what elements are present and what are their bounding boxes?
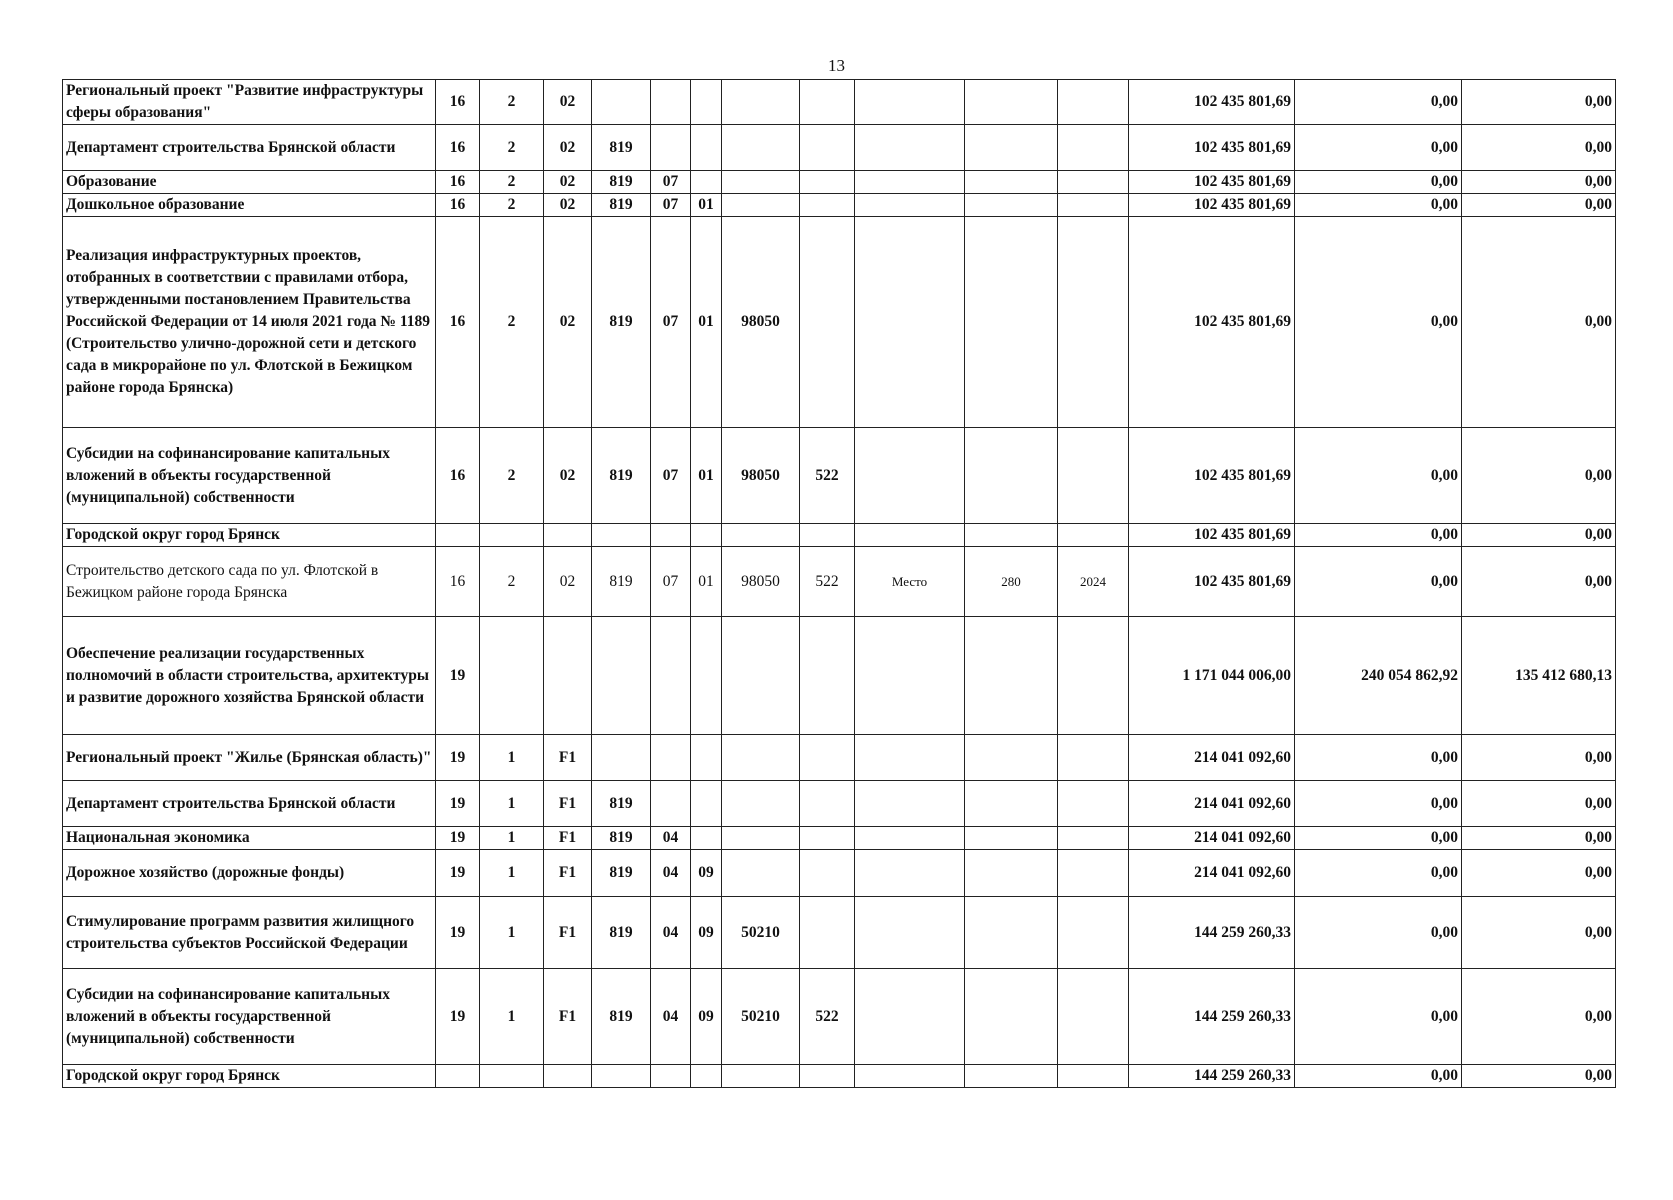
code-cell: 09	[691, 897, 722, 969]
code-cell: 16	[436, 217, 480, 428]
code-cell: 1	[480, 850, 544, 897]
table-row	[63, 827, 1616, 850]
amount-cell: 144 259 260,33	[1129, 1065, 1295, 1088]
code-cell: 819	[592, 850, 651, 897]
code-cell: 19	[436, 850, 480, 897]
amount-cell: 0,00	[1462, 524, 1616, 547]
code-cell	[965, 850, 1058, 897]
amount-cell: 102 435 801,69	[1129, 194, 1295, 217]
code-cell	[1058, 850, 1129, 897]
code-cell	[691, 171, 722, 194]
amount-cell: 0,00	[1462, 969, 1616, 1065]
code-cell	[855, 524, 965, 547]
row-name: Стимулирование программ развития жилищного строительства субъектов Российской Федерации	[63, 897, 436, 969]
amount-cell: 0,00	[1462, 547, 1616, 617]
code-cell	[800, 125, 855, 171]
code-cell	[800, 194, 855, 217]
code-cell	[965, 80, 1058, 125]
amount-cell: 0,00	[1295, 194, 1462, 217]
amount-cell: 144 259 260,33	[1129, 897, 1295, 969]
row-name: Субсидии на софинансирование капитальных вложений в объекты государственной (муниципальной) собственности	[63, 969, 436, 1065]
code-cell	[800, 897, 855, 969]
amount-cell: 214 041 092,60	[1129, 735, 1295, 781]
row-name: Строительство детского сада по ул. Флотской в Бежицком районе города Брянска	[63, 547, 436, 617]
table-row	[63, 781, 1616, 827]
code-cell: 16	[436, 194, 480, 217]
code-cell	[592, 617, 651, 735]
code-cell: 09	[691, 850, 722, 897]
code-cell	[1058, 897, 1129, 969]
code-cell	[651, 617, 691, 735]
code-cell: 98050	[722, 547, 800, 617]
amount-cell: 0,00	[1295, 428, 1462, 524]
code-cell: 04	[651, 969, 691, 1065]
code-cell	[691, 827, 722, 850]
amount-cell: 0,00	[1295, 524, 1462, 547]
code-cell: 04	[651, 897, 691, 969]
code-cell: F1	[544, 850, 592, 897]
code-cell	[651, 735, 691, 781]
code-cell	[800, 1065, 855, 1088]
code-cell	[722, 171, 800, 194]
code-cell: 819	[592, 194, 651, 217]
code-cell	[965, 524, 1058, 547]
amount-cell: 1 171 044 006,00	[1129, 617, 1295, 735]
row-name: Реализация инфраструктурных проектов, отобранных в соответствии с правилами отбора, утвержденными постановлением Правительства Российской Федерации от 14 июля 2021 года № 1189 (Строительство улично-дорожной сети и детского сада в микрорайоне по ул. Флотской в Бежицком районе города Брянска)	[63, 217, 436, 428]
code-cell: 819	[592, 547, 651, 617]
code-cell	[651, 80, 691, 125]
code-cell	[800, 781, 855, 827]
code-cell	[722, 524, 800, 547]
table-row	[63, 897, 1616, 969]
amount-cell: 0,00	[1295, 171, 1462, 194]
code-cell	[544, 1065, 592, 1088]
amount-cell: 0,00	[1295, 1065, 1462, 1088]
code-cell: 98050	[722, 428, 800, 524]
amount-cell: 102 435 801,69	[1129, 171, 1295, 194]
code-cell: 01	[691, 428, 722, 524]
code-cell: F1	[544, 781, 592, 827]
row-name: Департамент строительства Брянской области	[63, 125, 436, 171]
code-cell: 2	[480, 171, 544, 194]
code-cell: 19	[436, 781, 480, 827]
code-cell	[965, 781, 1058, 827]
code-cell	[965, 897, 1058, 969]
code-cell: 19	[436, 617, 480, 735]
amount-cell: 0,00	[1295, 80, 1462, 125]
table-row	[63, 735, 1616, 781]
amount-cell: 0,00	[1295, 969, 1462, 1065]
code-cell: 98050	[722, 217, 800, 428]
code-cell	[651, 524, 691, 547]
code-cell	[691, 735, 722, 781]
amount-cell: 0,00	[1295, 125, 1462, 171]
code-cell	[855, 428, 965, 524]
amount-cell: 0,00	[1462, 827, 1616, 850]
code-cell: 16	[436, 428, 480, 524]
code-cell: 16	[436, 80, 480, 125]
code-cell	[691, 617, 722, 735]
code-cell: 1	[480, 735, 544, 781]
code-cell: 2	[480, 194, 544, 217]
page-number: 13	[828, 56, 845, 75]
row-name: Региональный проект "Жилье (Брянская область)"	[63, 735, 436, 781]
code-cell	[691, 524, 722, 547]
budget-table	[62, 79, 1616, 1088]
amount-cell: 102 435 801,69	[1129, 547, 1295, 617]
code-cell: 2	[480, 547, 544, 617]
code-cell: 2	[480, 125, 544, 171]
code-cell	[651, 125, 691, 171]
code-cell: 50210	[722, 897, 800, 969]
row-name: Образование	[63, 171, 436, 194]
code-cell	[651, 781, 691, 827]
amount-cell: 0,00	[1462, 850, 1616, 897]
code-cell: F1	[544, 827, 592, 850]
code-cell	[965, 969, 1058, 1065]
amount-cell: 0,00	[1295, 781, 1462, 827]
amount-cell: 0,00	[1462, 897, 1616, 969]
code-cell	[592, 1065, 651, 1088]
table-row	[63, 125, 1616, 171]
code-cell	[722, 125, 800, 171]
row-name: Департамент строительства Брянской области	[63, 781, 436, 827]
amount-cell: 214 041 092,60	[1129, 850, 1295, 897]
row-name: Региональный проект "Развитие инфраструктуры сферы образования"	[63, 80, 436, 125]
code-cell	[855, 217, 965, 428]
code-cell: 16	[436, 547, 480, 617]
code-cell: Место	[855, 547, 965, 617]
code-cell	[800, 171, 855, 194]
amount-cell: 214 041 092,60	[1129, 781, 1295, 827]
code-cell	[855, 735, 965, 781]
code-cell: 04	[651, 850, 691, 897]
code-cell: 19	[436, 897, 480, 969]
code-cell	[965, 428, 1058, 524]
code-cell	[722, 80, 800, 125]
code-cell: 280	[965, 547, 1058, 617]
code-cell	[592, 735, 651, 781]
code-cell	[965, 827, 1058, 850]
code-cell: 819	[592, 171, 651, 194]
code-cell: 07	[651, 194, 691, 217]
code-cell	[722, 735, 800, 781]
code-cell	[1058, 827, 1129, 850]
amount-cell: 240 054 862,92	[1295, 617, 1462, 735]
row-name: Национальная экономика	[63, 827, 436, 850]
amount-cell: 0,00	[1462, 171, 1616, 194]
table-row	[63, 1065, 1616, 1088]
code-cell	[722, 827, 800, 850]
amount-cell: 0,00	[1295, 735, 1462, 781]
amount-cell: 102 435 801,69	[1129, 125, 1295, 171]
code-cell	[855, 171, 965, 194]
code-cell: F1	[544, 969, 592, 1065]
code-cell	[1058, 969, 1129, 1065]
code-cell	[800, 827, 855, 850]
row-name: Дошкольное образование	[63, 194, 436, 217]
code-cell: 522	[800, 547, 855, 617]
code-cell: 522	[800, 969, 855, 1065]
code-cell	[965, 735, 1058, 781]
code-cell	[436, 1065, 480, 1088]
code-cell	[800, 80, 855, 125]
code-cell: 819	[592, 827, 651, 850]
code-cell	[592, 524, 651, 547]
code-cell: F1	[544, 897, 592, 969]
code-cell	[1058, 735, 1129, 781]
code-cell	[691, 80, 722, 125]
code-cell: 1	[480, 897, 544, 969]
code-cell	[722, 617, 800, 735]
amount-cell: 102 435 801,69	[1129, 428, 1295, 524]
code-cell: 819	[592, 125, 651, 171]
code-cell	[965, 194, 1058, 217]
code-cell	[800, 217, 855, 428]
code-cell	[691, 781, 722, 827]
code-cell	[691, 1065, 722, 1088]
code-cell: 2	[480, 428, 544, 524]
table-row	[63, 547, 1616, 617]
code-cell	[651, 1065, 691, 1088]
amount-cell: 0,00	[1462, 217, 1616, 428]
code-cell: 02	[544, 171, 592, 194]
code-cell	[436, 524, 480, 547]
code-cell: F1	[544, 735, 592, 781]
amount-cell: 0,00	[1462, 781, 1616, 827]
code-cell	[800, 850, 855, 897]
code-cell: 04	[651, 827, 691, 850]
code-cell: 1	[480, 827, 544, 850]
amount-cell: 102 435 801,69	[1129, 217, 1295, 428]
code-cell	[965, 1065, 1058, 1088]
amount-cell: 0,00	[1462, 428, 1616, 524]
table-row	[63, 850, 1616, 897]
code-cell: 2	[480, 80, 544, 125]
table-row	[63, 194, 1616, 217]
code-cell	[855, 1065, 965, 1088]
amount-cell: 0,00	[1462, 194, 1616, 217]
code-cell	[965, 217, 1058, 428]
code-cell	[1058, 1065, 1129, 1088]
code-cell: 07	[651, 428, 691, 524]
code-cell	[1058, 194, 1129, 217]
code-cell	[1058, 125, 1129, 171]
code-cell: 19	[436, 969, 480, 1065]
code-cell	[691, 125, 722, 171]
code-cell	[800, 735, 855, 781]
code-cell: 02	[544, 125, 592, 171]
row-name: Субсидии на софинансирование капитальных вложений в объекты государственной (муниципальной) собственности	[63, 428, 436, 524]
amount-cell: 144 259 260,33	[1129, 969, 1295, 1065]
code-cell	[480, 524, 544, 547]
code-cell: 01	[691, 194, 722, 217]
code-cell: 01	[691, 547, 722, 617]
table-row	[63, 217, 1616, 428]
row-name: Городской округ город Брянск	[63, 1065, 436, 1088]
table-row	[63, 428, 1616, 524]
table-row	[63, 617, 1616, 735]
code-cell	[544, 524, 592, 547]
code-cell: 02	[544, 217, 592, 428]
code-cell	[480, 1065, 544, 1088]
amount-cell: 214 041 092,60	[1129, 827, 1295, 850]
code-cell: 819	[592, 969, 651, 1065]
code-cell	[722, 194, 800, 217]
code-cell	[855, 194, 965, 217]
row-name: Дорожное хозяйство (дорожные фонды)	[63, 850, 436, 897]
code-cell: 07	[651, 217, 691, 428]
code-cell	[855, 969, 965, 1065]
code-cell	[965, 617, 1058, 735]
code-cell: 16	[436, 125, 480, 171]
code-cell: 1	[480, 781, 544, 827]
amount-cell: 0,00	[1295, 547, 1462, 617]
code-cell: 819	[592, 217, 651, 428]
amount-cell: 0,00	[1462, 125, 1616, 171]
code-cell	[1058, 171, 1129, 194]
code-cell	[592, 80, 651, 125]
code-cell: 2	[480, 217, 544, 428]
code-cell: 02	[544, 80, 592, 125]
code-cell: 522	[800, 428, 855, 524]
amount-cell: 0,00	[1462, 1065, 1616, 1088]
code-cell	[1058, 80, 1129, 125]
code-cell	[855, 897, 965, 969]
amount-cell: 0,00	[1462, 735, 1616, 781]
code-cell	[800, 617, 855, 735]
code-cell: 02	[544, 194, 592, 217]
code-cell	[544, 617, 592, 735]
code-cell: 01	[691, 217, 722, 428]
table-row	[63, 524, 1616, 547]
code-cell	[855, 781, 965, 827]
amount-cell: 0,00	[1295, 850, 1462, 897]
code-cell	[855, 827, 965, 850]
code-cell: 19	[436, 827, 480, 850]
amount-cell: 0,00	[1295, 827, 1462, 850]
code-cell: 07	[651, 171, 691, 194]
code-cell	[722, 850, 800, 897]
amount-cell: 102 435 801,69	[1129, 524, 1295, 547]
code-cell	[1058, 524, 1129, 547]
table-row	[63, 171, 1616, 194]
code-cell: 02	[544, 547, 592, 617]
code-cell	[1058, 617, 1129, 735]
amount-cell: 0,00	[1295, 897, 1462, 969]
amount-cell: 0,00	[1462, 80, 1616, 125]
code-cell: 2024	[1058, 547, 1129, 617]
row-name: Обеспечение реализации государственных полномочий в области строительства, архитектуры и развитие дорожного хозяйства Брянской области	[63, 617, 436, 735]
code-cell	[965, 171, 1058, 194]
code-cell	[855, 125, 965, 171]
code-cell	[965, 125, 1058, 171]
code-cell: 1	[480, 969, 544, 1065]
amount-cell: 0,00	[1295, 217, 1462, 428]
amount-cell: 102 435 801,69	[1129, 80, 1295, 125]
amount-cell: 135 412 680,13	[1462, 617, 1616, 735]
code-cell	[855, 80, 965, 125]
code-cell: 50210	[722, 969, 800, 1065]
code-cell	[1058, 781, 1129, 827]
code-cell: 819	[592, 428, 651, 524]
code-cell: 02	[544, 428, 592, 524]
code-cell: 819	[592, 897, 651, 969]
table-row	[63, 969, 1616, 1065]
code-cell	[722, 1065, 800, 1088]
code-cell	[480, 617, 544, 735]
code-cell	[1058, 428, 1129, 524]
row-name: Городской округ город Брянск	[63, 524, 436, 547]
table-row	[63, 80, 1616, 125]
code-cell: 19	[436, 735, 480, 781]
code-cell	[855, 850, 965, 897]
code-cell	[722, 781, 800, 827]
code-cell: 16	[436, 171, 480, 194]
code-cell	[855, 617, 965, 735]
code-cell: 819	[592, 781, 651, 827]
code-cell: 09	[691, 969, 722, 1065]
code-cell	[800, 524, 855, 547]
code-cell: 07	[651, 547, 691, 617]
code-cell	[1058, 217, 1129, 428]
